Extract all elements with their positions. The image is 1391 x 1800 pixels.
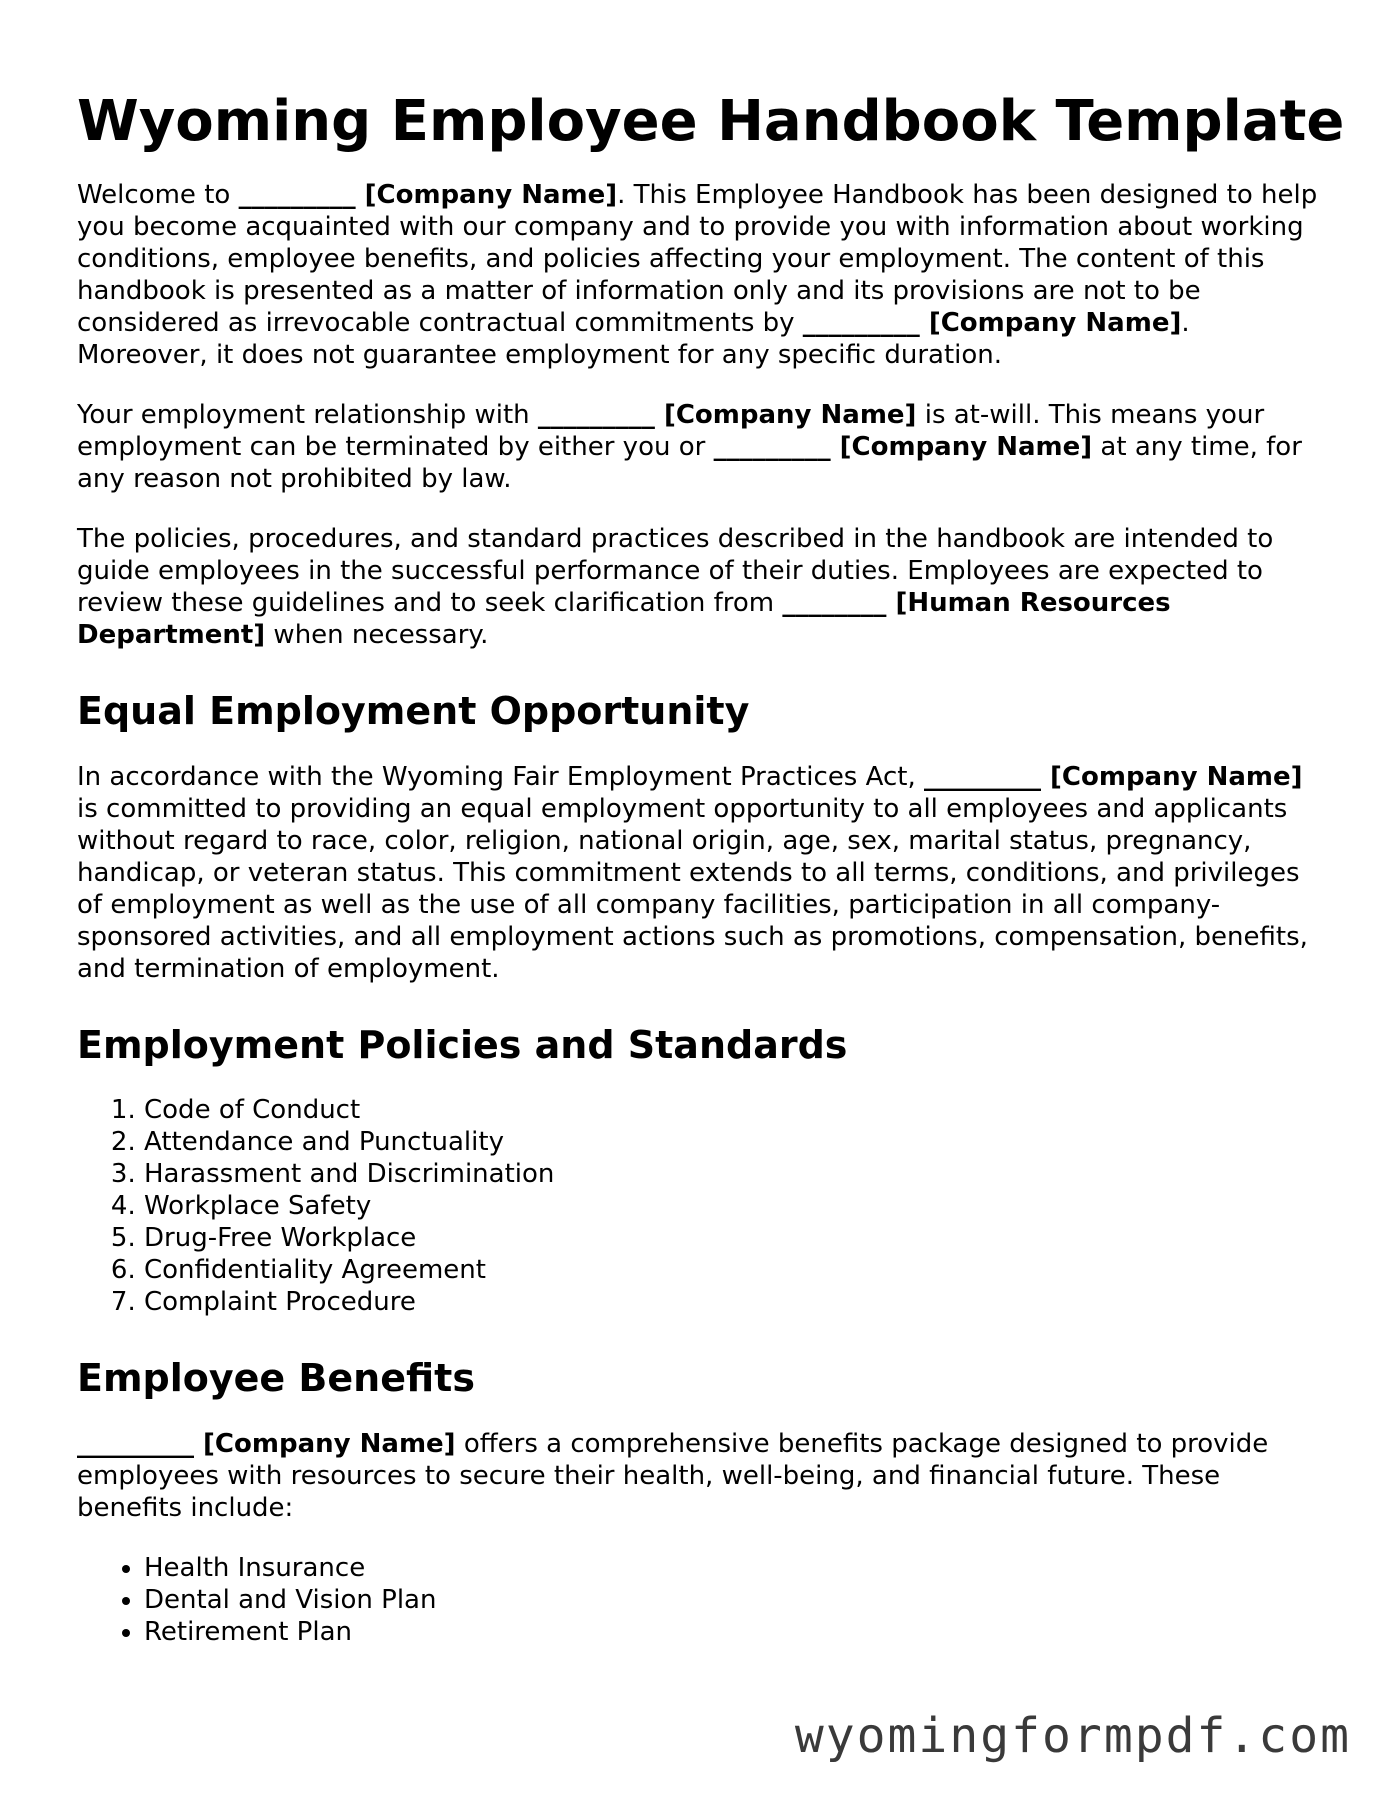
benefits-heading: Employee Benefits [77, 1356, 475, 1401]
company-name-placeholder: _________ [Company Name] [713, 432, 1093, 463]
list-item: • Health Insurance [144, 1552, 1322, 1584]
intro-p2-text-1: Your employment relationship with [77, 400, 538, 431]
policies-list [77, 1094, 1322, 1318]
eeo-text-2: is committed to providing an equal employment opportunity to all employees and applicants without regard to race, color, religion, national origin, age, sex, marital status, pregnancy, handicap, or veteran status. This commitment extends to all terms, conditions, and privileges of employment as well as the use of all company facilities, participation in all company-sponsored activities, and all employment actions such as promotions, compensation, benefits, and termination of employment. [77, 793, 1308, 984]
intro-p3-text-1: The policies, procedures, and standard practices described in the handbook are intended to guide employees in the successful performance of their duties. Employees are expected to review these guidelines and to seek clarification from [77, 524, 1274, 619]
list-item: 7. Complaint Procedure [144, 1286, 1322, 1318]
intro-p3-text-2: when necessary. [265, 620, 489, 651]
intro-p2-text-3: at any time, for any reason not prohibited by law. [77, 432, 1302, 495]
list-item: 2. Attendance and Punctuality [144, 1126, 1322, 1158]
eeo-heading: Equal Employment Opportunity [77, 689, 750, 734]
list-item: 1. Code of Conduct [144, 1094, 1322, 1126]
benefits-paragraph [77, 1428, 1322, 1524]
company-name-placeholder: _________ [Company Name] [923, 761, 1303, 792]
site-watermark: wyomingformpdf.com [794, 1708, 1351, 1764]
intro-paragraph-1 [77, 179, 1322, 371]
intro-paragraph-3 [77, 523, 1322, 651]
intro-p1-text-1: Welcome to [77, 180, 239, 211]
document-title: Wyoming Employee Handbook Template [77, 89, 1345, 154]
eeo-text-1: In accordance with the Wyoming Fair Employment Practices Act, [77, 761, 924, 792]
list-item: 5. Drug-Free Workplace [144, 1222, 1322, 1254]
intro-p1-text-3: . Moreover, it does not guarantee employment for any specific duration. [77, 308, 1190, 371]
list-item: • Dental and Vision Plan [144, 1584, 1322, 1616]
list-item: 4. Workplace Safety [144, 1190, 1322, 1222]
company-name-placeholder: _________ [Company Name] [238, 180, 618, 211]
hr-department-placeholder: ________ [Human Resources Department] [77, 588, 1171, 651]
company-name-placeholder: _________ [Company Name] [77, 1428, 456, 1459]
company-name-placeholder: _________ [Company Name] [537, 400, 917, 431]
document-page [77, 88, 1345, 1674]
intro-p1-text-2: . This Employee Handbook has been designed to help you become acquainted with our company and to provide you with information about working conditions, employee benefits, and policies affecting your employment. The content of this handbook is presented as a matter of information only and its provisions are not to be considered as irrevocable contractual commitments by [77, 180, 1318, 339]
benefits-list [77, 1552, 1322, 1648]
intro-paragraph-2 [77, 399, 1322, 495]
list-item: 3. Harassment and Discrimination [144, 1158, 1322, 1190]
eeo-paragraph [77, 761, 1322, 985]
intro-p2-text-2: is at-will. This means your employment can be terminated by either you or [77, 400, 1265, 463]
list-item: • Retirement Plan [144, 1616, 1322, 1648]
policies-heading: Employment Policies and Standards [77, 1022, 848, 1067]
list-item: 6. Confidentiality Agreement [144, 1254, 1322, 1286]
company-name-placeholder: _________ [Company Name] [802, 308, 1182, 339]
benefits-text: offers a comprehensive benefits package designed to provide employees with resources to secure their health, well-being, and financial future. These benefits include: [77, 1428, 1269, 1523]
